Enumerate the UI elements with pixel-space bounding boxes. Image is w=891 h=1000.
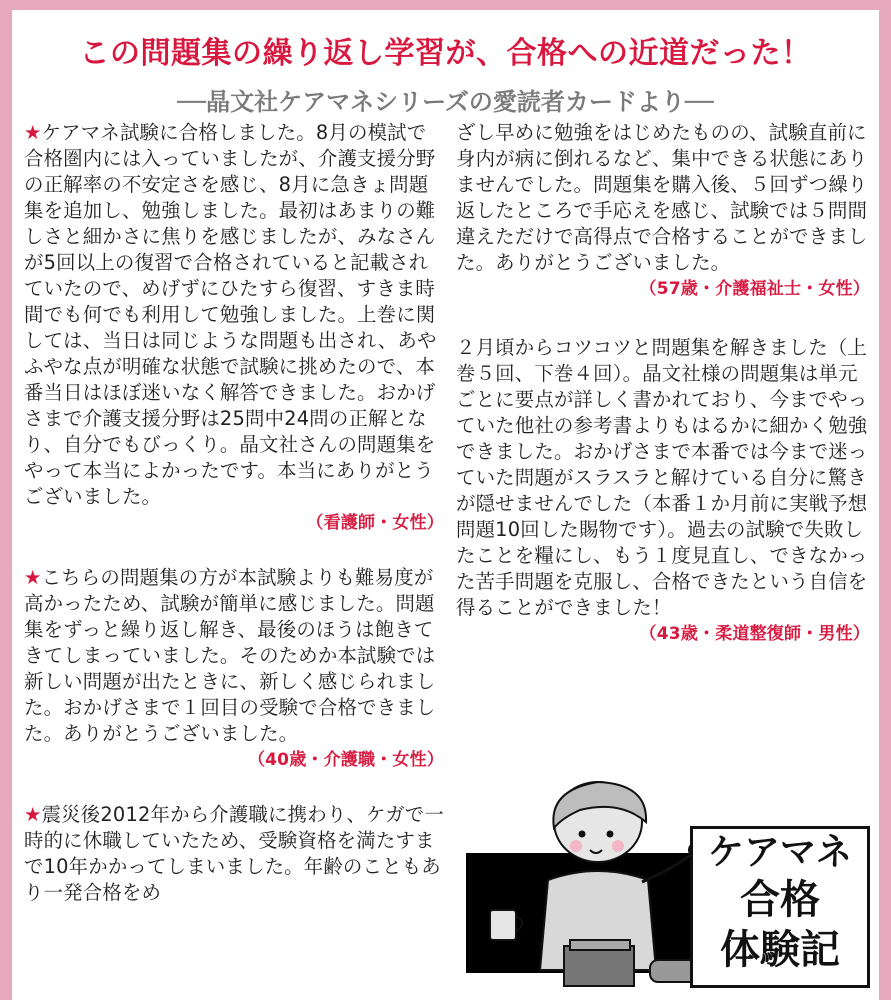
review-1-signature: （看護師・女性） xyxy=(306,513,444,533)
headline: この問題集の繰り返し学習が、合格への近道だった！ xyxy=(79,36,812,71)
review-2-text: ★こちらの問題集の方が本試験よりも難易度が高かったため、試験が簡単に感じました。問題集をずっと繰り返し解き、最後のほうは飽きてきてしまっていました。そのためか本試験では新しい問題が出たときに、新しく感じられました。おかげさまで１回目の受験で合格できました。ありがとうございました。 xyxy=(24,566,436,745)
review-3-signature: （57歳・介護福祉士・女性） xyxy=(639,279,870,299)
subheadline: ──晶文社ケアマネシリーズの愛読者カードより── xyxy=(177,88,714,116)
left-column xyxy=(24,120,444,906)
badge-line-3: 体験記 xyxy=(720,927,840,973)
review-3-continued xyxy=(456,120,870,301)
review-4-text: ２月頃からコツコツと問題集を解きました（上巻５回、下巻４回）。晶文社様の問題集は単元ごとに要点が詳しく書かれており、今までやっていた他社の参考書よりもはるかに細かく勉強できました。おかげさまで本番では今まで迷っていた問題がスラスラと解けている自分に驚きが隠せませんでした（本番１か月前に実戦予想問題10回した賜物です）。過去の試験で失敗したことを糧にし、もう１度見直し、できなかった苦手問題を克服し、合格できたという自信を得ることができました！ xyxy=(456,336,868,619)
review-2-signature: （40歳・介護職・女性） xyxy=(247,750,444,770)
review-2 xyxy=(24,565,444,772)
star-icon: ★ xyxy=(24,566,42,589)
review-1 xyxy=(24,120,444,535)
star-icon: ★ xyxy=(24,803,42,826)
star-icon: ★ xyxy=(24,121,42,144)
badge-care-manager-success-story xyxy=(690,826,870,988)
review-3-text-right: ざし早めに勉強をはじめたものの、試験直前に身内が病に倒れるなど、集中できる状態にありませんでした。問題集を購入後、５回ずつ繰り返したところで手応えを感じ、試験では５問間違えただけで高得点で合格することができました。ありがとうございました。 xyxy=(456,121,868,274)
review-3-start xyxy=(24,802,444,906)
badge-line-1: ケアマネ xyxy=(707,832,852,873)
review-4-signature: （43歳・柔道整復師・男性） xyxy=(639,624,870,644)
badge-line-2: 合格 xyxy=(740,877,820,923)
right-column xyxy=(456,120,870,646)
review-4 xyxy=(456,335,870,646)
review-1-text: ★ケアマネ試験に合格しました。8月の模試で合格圏内には入っていましたが、介護支援分野の正解率の不安定さを感じ、8月に急きょ問題集を追加し、勉強しました。最初はあまりの難しさと細かさに焦りを感じましたが、みなさんが5回以上の復習で合格されていると記載されていたので、めげずにひたすら復習、すきま時間でも何でも利用して勉強しました。上巻に関しては、当日は同じような問題も出され、あやふやな点が明確な状態で試験に挑めたので、本番当日はほぼ迷いなく解答できました。おかげさまで介護支援分野は25問中24問の正解となり、自分でもびっくり。晶文社さんの問題集をやって本当によかったです。本当にありがとうございました。 xyxy=(24,121,437,508)
review-3-text-left: ★震災後2012年から介護職に携わり、ケガで一時的に休職していたため、受験資格を満たすまで10年かかってしまいました。年齢のこともあり一発合格をめ xyxy=(24,803,444,904)
